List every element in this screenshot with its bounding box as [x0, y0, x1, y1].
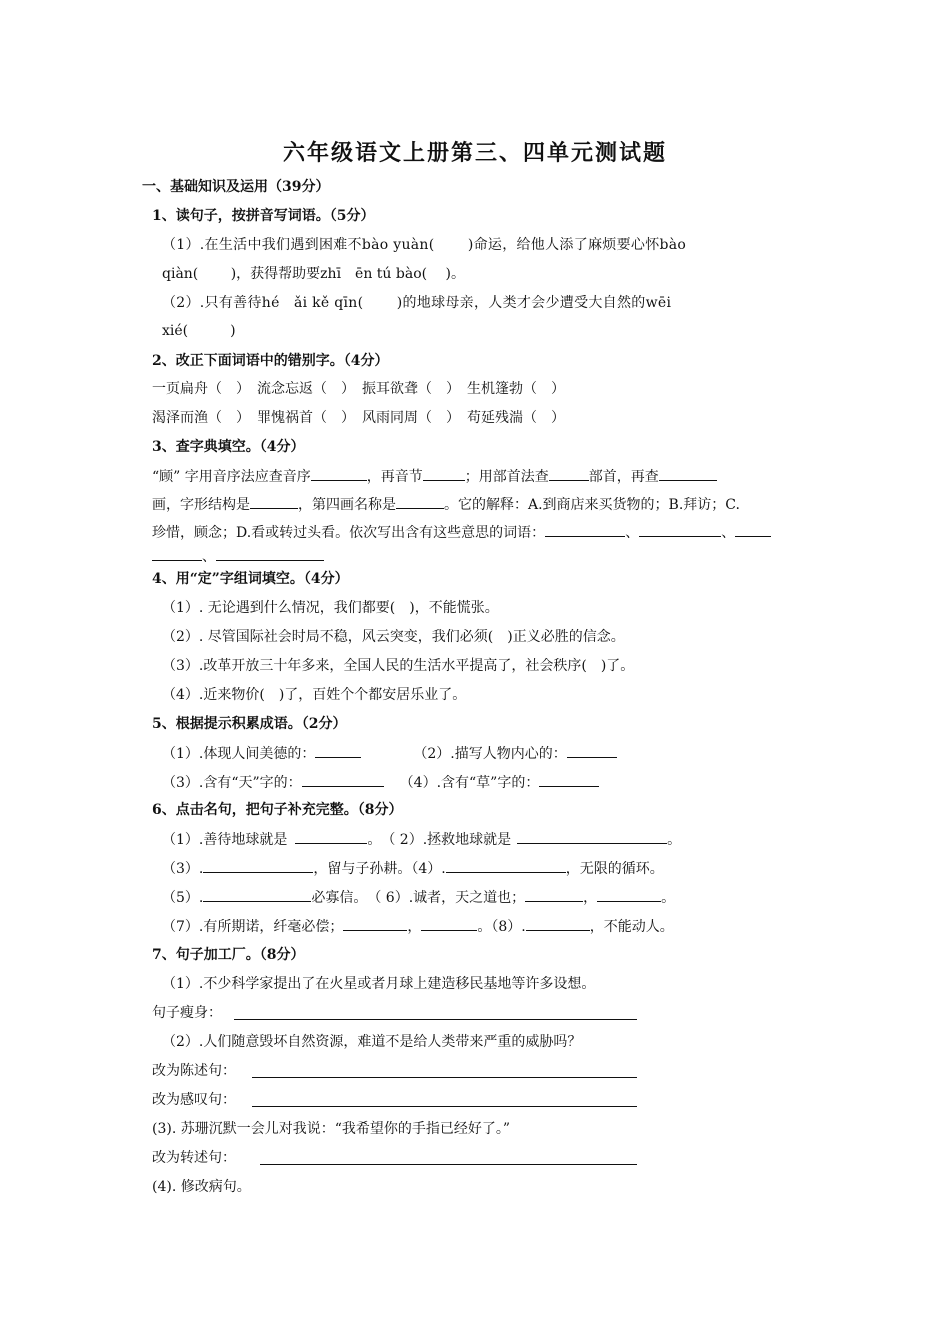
- q3-text: 部首，再查: [588, 469, 659, 485]
- answer-blank[interactable]: [423, 466, 465, 481]
- q6-row-3: [162, 887, 675, 908]
- answer-blank[interactable]: [517, 829, 667, 844]
- answer-blank[interactable]: [152, 546, 202, 561]
- q7-sentence-4: (4). 修改病句。: [152, 1179, 251, 1195]
- answer-line[interactable]: [234, 1019, 637, 1020]
- q3-text: ；用部首法查: [464, 469, 549, 485]
- q4-item-1: （1）. 无论遇到什么情况，我们都要( )，不能慌张。: [162, 600, 499, 616]
- answer-blank[interactable]: [315, 743, 361, 758]
- question-3-heading: 3、查字典填空。（4分）: [152, 439, 305, 455]
- answer-blank[interactable]: [295, 829, 367, 844]
- q3-line-3: [152, 522, 771, 543]
- answer-line[interactable]: [260, 1164, 637, 1165]
- q6-row-1: [162, 829, 681, 850]
- q6-text: ，: [407, 919, 422, 935]
- answer-blank[interactable]: [525, 887, 583, 902]
- q3-text: 。它的解释：A.到商店来买货物的；B.拜访；C.: [444, 497, 740, 513]
- answer-blank[interactable]: [659, 466, 717, 481]
- q3-text: ，第四画名称是: [298, 497, 396, 513]
- q6-text: 必寡信。 （ 6）.诚者，天之道也；: [311, 890, 526, 906]
- q4-item-2: （2）. 尽管国际社会时局不稳，风云突变，我们必须( )正义必胜的信念。: [162, 629, 625, 645]
- q6-text: 。 （ 2）.拯救地球就是: [367, 832, 512, 848]
- question-6-heading: 6、点击名句，把句子补充完整。（8分）: [152, 802, 403, 818]
- q4-item-3: （3）.改革开放三十年多来，全国人民的生活水平提高了，社会秩序( )了。: [162, 658, 635, 674]
- page-title: 六年级语文上册第三、四单元测试题: [282, 140, 667, 166]
- q3-line-1: [152, 466, 717, 487]
- q6-row-4: [162, 916, 674, 937]
- answer-blank[interactable]: [203, 887, 311, 902]
- question-1-heading: 1、读句子，按拼音写词语。（5分）: [152, 208, 375, 224]
- answer-blank[interactable]: [446, 858, 566, 873]
- q7-label-declarative: 改为陈述句：: [152, 1063, 236, 1079]
- q5-text: （2）.描写人物内心的：: [413, 746, 567, 762]
- question-5-heading: 5、根据提示积累成语。（2分）: [152, 716, 347, 732]
- q4-item-4: （4）.近来物价( )了，百姓个个都安居乐业了。: [162, 687, 467, 703]
- section-1-heading: 一、基础知识及运用（39分）: [142, 179, 330, 195]
- q3-text: 珍惜，顾念；D.看或转过头看。依次写出含有这些意思的词语：: [152, 525, 546, 541]
- question-2-heading: 2、改正下面词语中的错别字。（4分）: [152, 353, 389, 369]
- q1-line-4: xié( ): [162, 323, 236, 339]
- q5-text: （1）.体现人间美德的：: [162, 746, 316, 762]
- q6-text: ，留与子孙耕。（4）.: [313, 861, 446, 877]
- question-4-heading: 4、用“定”字组词填空。（4分）: [152, 571, 349, 587]
- q3-line-2: [152, 494, 740, 515]
- q1-line-3: （2）.只有善待hé ǎi kě qīn( )的地球母亲，人类才会少遭受大自然的wēi: [162, 295, 672, 311]
- q3-text: 画，字形结构是: [152, 497, 250, 513]
- q6-text: （3）.: [162, 861, 204, 877]
- answer-line[interactable]: [252, 1077, 637, 1078]
- q5-row-1: [162, 743, 617, 764]
- answer-blank[interactable]: [396, 494, 444, 509]
- answer-blank[interactable]: [421, 916, 477, 931]
- q6-text: ，不能动人。: [589, 919, 674, 935]
- answer-blank[interactable]: [250, 494, 298, 509]
- q5-row-2: [162, 772, 599, 793]
- answer-blank[interactable]: [539, 772, 599, 787]
- answer-blank[interactable]: [735, 522, 771, 537]
- answer-blank[interactable]: [597, 887, 661, 902]
- q3-text: ，再音节: [366, 469, 423, 485]
- q6-text: （1）.善待地球就是: [162, 832, 288, 848]
- q5-text: （4）.含有“草”字的：: [399, 775, 540, 791]
- q1-line-2: qiàn( )，获得帮助要zhī ēn tú bào( )。: [162, 266, 466, 282]
- answer-blank[interactable]: [526, 916, 590, 931]
- answer-blank[interactable]: [203, 858, 313, 873]
- separator: 、: [721, 525, 736, 541]
- question-7-heading: 7、句子加工厂。（8分）: [152, 947, 305, 963]
- q2-row-1: 一页扁舟（ ） 流念忘返（ ） 振耳欲聋（ ） 生机篷勃（ ）: [152, 381, 565, 397]
- q6-text: 。（8）.: [477, 919, 526, 935]
- q6-text: （7）.有所期诺，纤毫必偿；: [162, 919, 344, 935]
- q7-sentence-1: （1）.不少科学家提出了在火星或者月球上建造移民基地等许多设想。: [162, 976, 596, 992]
- q6-text: ，无限的循环。: [565, 861, 664, 877]
- q7-label-exclamatory: 改为感叹句：: [152, 1092, 236, 1108]
- q6-text: （5）.: [162, 890, 204, 906]
- q2-row-2: 渴泽而渔（ ） 罪愧祸首（ ） 风雨同周（ ） 苟延残湍（ ）: [152, 410, 565, 426]
- separator: 、: [625, 525, 640, 541]
- q1-line-1: （1）.在生活中我们遇到困难不bào yuàn( )命运，给他人添了麻烦要心怀bào: [162, 237, 687, 253]
- answer-blank[interactable]: [343, 916, 407, 931]
- answer-blank[interactable]: [311, 466, 367, 481]
- q5-text: （3）.含有“天”字的：: [162, 775, 302, 791]
- q6-text: ，: [583, 890, 598, 906]
- answer-blank[interactable]: [545, 522, 625, 537]
- separator: 、: [202, 549, 216, 565]
- answer-blank[interactable]: [216, 546, 324, 561]
- q3-text: “顾” 字用音序法应查音序: [152, 469, 311, 485]
- q3-line-4: [152, 546, 324, 567]
- answer-blank[interactable]: [549, 466, 589, 481]
- answer-blank[interactable]: [302, 772, 384, 787]
- answer-line[interactable]: [252, 1106, 637, 1107]
- q7-label-shorten: 句子瘦身：: [152, 1005, 222, 1021]
- q7-label-indirect: 改为转述句：: [152, 1150, 236, 1166]
- q6-text: 。: [667, 832, 682, 848]
- q7-sentence-2: （2）.人们随意毁坏自然资源，难道不是给人类带来严重的威胁吗？: [162, 1034, 582, 1050]
- answer-blank[interactable]: [639, 522, 721, 537]
- q7-sentence-3: (3). 苏珊沉默一会儿对我说：“我希望你的手指已经好了。”: [152, 1121, 511, 1137]
- q6-text: 。: [661, 890, 676, 906]
- q6-row-2: [162, 858, 664, 879]
- answer-blank[interactable]: [567, 743, 617, 758]
